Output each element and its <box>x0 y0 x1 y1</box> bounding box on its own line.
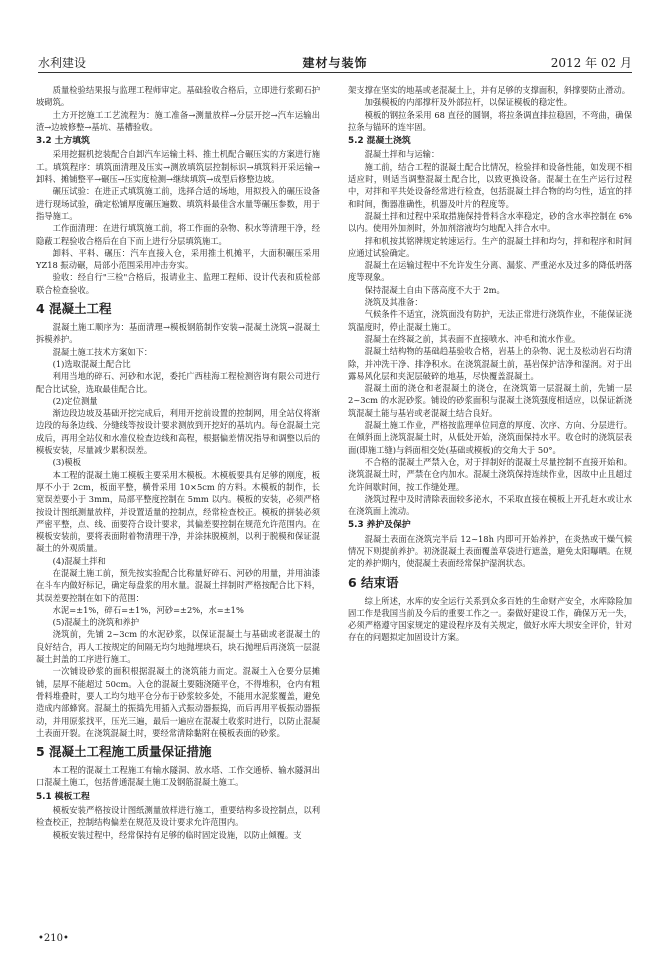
paragraph: 拌和机按其铭牌规定转速运行。生产的混凝土拌和均匀，拌和程序和时间应通过试验确定。 <box>348 235 632 258</box>
paragraph: (4)混凝土拌和 <box>52 555 106 566</box>
left-column <box>36 84 320 944</box>
subsection-heading: 5.1 模板工程 <box>36 791 90 802</box>
paragraph: 施工前，结合工程的混凝土配合比情况，检验拌和设备性能，如发现不相适应时，则适当调整混凝土配合比，以致更换设备。混凝土在生产运行过程中，对拌和平共处设备经常进行检查，包括混凝土拌合物的均匀性，适宜的拌和时间，衡器准确性，机器及叶片的程度等。 <box>348 161 632 209</box>
paragraph: 加强模板的内部撑杆及外部拉杆，以保证模板的稳定性。 <box>364 97 573 108</box>
paragraph: (5)混凝土的浇筑和养护 <box>52 617 140 628</box>
paragraph: 保持混凝土自由下落高度不大于 2m。 <box>364 284 505 295</box>
paragraph: 模板安装过程中，经常保持有足够的临时固定设施，以防止倾覆。支 <box>52 829 302 840</box>
paragraph: 模板安装严格按设计图纸测量放样进行施工，重要结构多设控制点，以利检查校正，控制结构偏差在规范及设计要求允许范围内。 <box>36 805 320 828</box>
paragraph: 混凝土表面在浇筑完半后 12~18h 内即可开始养护，在炎热或干燥气候情况下则提前养护。初浇混凝土表面覆盖草袋进行遮盖，避免太阳曝晒。在规定的养护期内，使混凝土表面经常保护湿润状态。 <box>348 533 632 569</box>
right-column <box>348 84 632 643</box>
paragraph: 混凝土拌和与运输： <box>364 149 440 160</box>
paragraph: 混凝土结构物的基础趋基验收合格，岩基上的杂物、泥土及松动岩石均清除，并冲洗干净、排净积水。在浇筑混凝土前，基岩保护洁净和湿润。对于出露易风化层和夹泥层破碎的地基，尽快覆盖混凝土。 <box>348 346 632 381</box>
paragraph: 碾压试验：在进正式填筑施工前，选择合适的场地，用拟投入的碾压设备进行现场试验，确定松铺厚度碾压遍数、填筑料最佳含水量等碾压参数，用于指导施工。 <box>36 186 320 221</box>
paragraph: 一次铺设砂浆的面积根据混凝土的浇筑能力而定。混凝土入仓要分层摊铺，层厚不能超过 50cm。入仓的混凝土要随浇随平仓，不得堆积，仓内有粗骨料堆叠时，要人工均匀地平仓分布于砂浆较多处，不能用水泥浆覆盖，避免造成内部蜂窝。混凝土的振捣先用插入式振动器振捣，而后再用平板振动器振动，并用原浆找平，压光三遍，最后一遍应在混凝土收浆时进行，以防止混凝土表面开裂。在浇筑混凝土时，要经常清除黏附在模板表面的砂浆。 <box>36 666 320 738</box>
section-label: 水利建设 <box>38 56 87 70</box>
paragraph: 浇筑及其准备： <box>364 297 423 308</box>
paragraph: 采用挖掘机挖装配合自卸汽车运输土料、推土机配合碾压实的方案进行施工。填筑程序：填筑面清理及压实→测放填筑层控制标识→填筑料开采运输→卸料、摊铺整平→碾压→压实度检测→继续填筑→成型后修整边坡。 <box>36 149 320 185</box>
paragraph: 气候条件不适宜，浇筑面没有防护，无法正常进行浇筑作业，不能保证浇筑温度时，停止混凝土施工。 <box>348 309 632 332</box>
paragraph: (2)定位测量 <box>52 395 98 406</box>
paragraph: 模板的钢拉条采用 68 直径的圆钢，将拉条调直排拉稳固，不弯曲，确保拉条与锚环的连牢固。 <box>348 109 632 132</box>
paragraph: 混凝土面的浇仓和老混凝土的浇仓，在浇筑第一层混凝土前，先铺一层 2~3cm 的水泥砂浆。铺设的砂浆面积与混凝土浇筑强度相适应，以保证新浇筑混凝土能与基岩或老混凝土结合良好。 <box>348 383 632 418</box>
paragraph: (3)模板 <box>52 457 81 468</box>
paragraph: 混凝土施工技术方案如下： <box>52 346 153 357</box>
paragraph: 验收：经自行"三检"合格后，报请业主、监理工程师、设计代表和质检部联合检查验收。 <box>36 272 320 295</box>
paragraph: 渐边段边坡及基础开挖完成后，利用开挖前设置的控制网，用全站仪将渐边段的每条边线、分缝线等按设计要求测放到开挖好的基坑内。每仓混凝土完成后，再用全站仪和水准仪检查边线和高程，根据偏差情况指导和调整以后的模板安装，尽量减少累积误差。 <box>36 408 320 456</box>
paragraph: 浇筑过程中及时清除表面较多泌水，不采取直接在模板上开孔赶水或让水在浇筑面上流动。 <box>348 493 632 517</box>
paragraph: 土方开挖施工工艺流程为：施工准备→测量放样→分层开挖→汽车运输出渣→边坡修整→基坑、基槽验收。 <box>36 109 320 132</box>
paragraph: 混凝土施工顺序为：基面清理→模板钢筋制作安装→混凝土浇筑→混凝土拆模养护。 <box>36 322 320 345</box>
paragraph: 卸料、平料、碾压：汽车直接入仓，采用推土机摊平，大面积碾压采用 YZ18 振动碾，局部小范围采用冲击夯实。 <box>36 247 320 271</box>
paragraph: 混凝土在运输过程中不允许发生分离、漏浆、严重泌水及过多的降低坍落度等现象。 <box>348 260 632 283</box>
paragraph: 水泥=±1%，碎石=±1%，河砂=±2%，水=±1% <box>52 604 244 615</box>
header-rule <box>38 72 632 73</box>
paragraph: 工作面清理：在进行填筑施工前，将工作面的杂物、积水等清理干净，经隐蔽工程验收合格后在自下而上进行分层填筑施工。 <box>36 223 320 246</box>
paragraph: 架支撑在坚实的地基或老混凝土上，并有足够的支撑面积，斜撑要防止滑动。 <box>348 85 631 95</box>
paragraph: 质量检验结果报与监理工程师审定。基础验收合格后，立即进行浆砌石护坡砌筑。 <box>36 85 320 108</box>
page-header <box>38 52 632 74</box>
section-heading: 6 结束语 <box>348 574 399 590</box>
paragraph: 利用当地的碎石、河砂和水泥，委托广西桂海工程检测咨询有限公司进行配合比试验，选取最佳配合比。 <box>36 371 320 394</box>
paragraph: 混凝土施工作业，严格按监理单位同意的厚度、次序、方向、分层进行。在倾斜面上浇筑混凝土时，从低处开始，浇筑面保持水平。收仓时的浇筑层表面(即施工缝)与斜面相交处(基础或模板)的交角大于 50°。 <box>348 420 632 455</box>
page-number: •210• <box>38 933 69 944</box>
paragraph: 混凝土在终凝之前，其表面不直接喷水、冲毛和流水作业。 <box>364 333 581 344</box>
paragraph: 浇筑前，先铺 2~3cm 的水泥砂浆，以保证混凝土与基础或老混凝土的良好结合，再人工按规定的间隔无均匀地抛埋块石，块石抛埋后再浇筑一层混凝土封盖的工序进行施工。 <box>36 629 320 665</box>
issue-date: 2012 年 02 月 <box>550 56 632 70</box>
journal-title: 建材与装饰 <box>302 56 368 70</box>
subsection-heading: 3.2 土方填筑 <box>36 136 90 147</box>
paragraph: 本工程的混凝土工程施工有输水隧洞、放水塔、工作交通桥、输水隧洞出口混凝土施工，包括普通混凝土施工及钢筋混凝土施工。 <box>36 765 320 788</box>
paragraph: 在混凝土施工前，预先按实验配合比称量好碎石、河砂的用量，并用油漆在斗车内做好标记，确定每盘浆的用水量。混凝土拌制时严格按配合比下料，其误差要控制在如下的范围： <box>36 567 320 603</box>
section-heading: 4 混凝土工程 <box>36 301 112 317</box>
paragraph: 综上所述，水库的安全运行关系到众多百姓的生命财产安全，水库除险加固工作是我国当前及今后的重要工作之一。秦做好建设工作，确保万无一失，必须严格遵守国家规定的建设程序及有关规定，做好水库大坝安全评价，针对存在的问题拟定加固设计方案。 <box>348 595 632 643</box>
paragraph: 本工程的混凝土施工模板主要采用木模板。木模板要具有足够的刚度，板厚不小于 2cm，板面平整，横骨采用 10×5cm 的方料。木模板的制作，长宽误差要小于 3mm，局部平整度控制在 5mm 以内。模板的安装，必须严格按设计图纸测量放样，并设置适量的控制点，经常检查校正。模板的拼装必须严密平整，点、线、面要符合设计要求，其偏差要控制在规范允许范围内。在模板安装前，要将表面附着物清理干净，并涂抹脱模剂，以利于脱模和保证混凝土的外观质量。 <box>36 469 320 554</box>
paragraph: (1)选取混凝土配合比 <box>52 358 131 369</box>
paragraph: 混凝土拌和过程中采取措施保持骨料含水率稳定，砂的含水率控制在 6%以内。使用外加剂时，外加剂溶液均匀地配入拌合水中。 <box>348 210 632 234</box>
subsection-heading: 5.2 混凝土浇筑 <box>348 136 411 147</box>
section-heading: 5 混凝土工程施工质量保证措施 <box>36 744 212 760</box>
subsection-heading: 5.3 养护及保护 <box>348 520 411 531</box>
paragraph: 不合格的混凝土严禁入仓，对于拌制好的混凝土尽量控制不直接开始和。浇筑混凝土时，严禁在仓内加水。混凝土浇筑保持连续作业，因故中止且超过允许间歇时间，按工作缝处理。 <box>348 456 632 492</box>
